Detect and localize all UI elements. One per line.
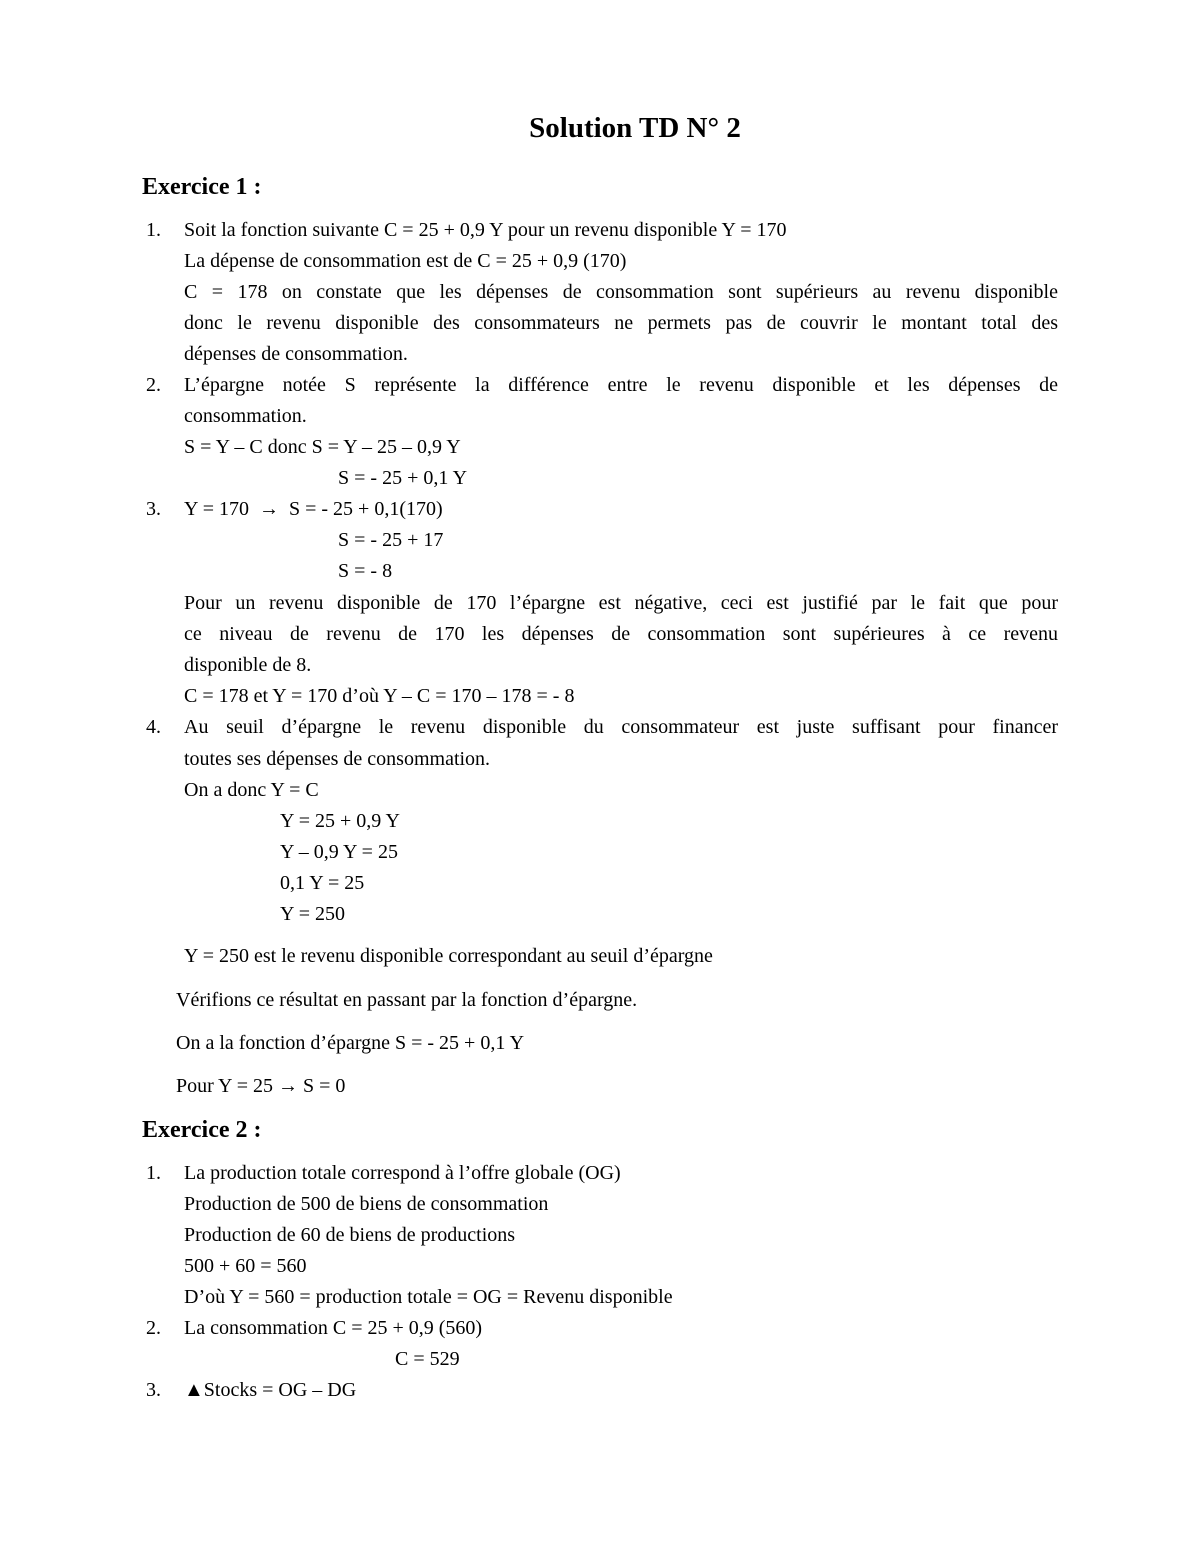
equation-line: C = 178 et Y = 170 d’où Y – C = 170 – 178 = - 8 (184, 685, 575, 707)
text-line: La dépense de consommation est de C = 25 + 0,9 (170) (184, 250, 627, 272)
equation-line: Y – 0,9 Y = 25 (280, 841, 398, 863)
equation-line: S = - 25 + 0,1 Y (338, 467, 468, 489)
equation-line: Y = 170 → S = - 25 + 0,1(170) (184, 498, 443, 520)
exercice-2-heading: Exercice 2 : (142, 1117, 262, 1143)
equation-line: S = Y – C donc S = Y – 25 – 0,9 Y (184, 436, 461, 458)
equation-line: Pour Y = 25 → S = 0 (176, 1075, 346, 1097)
text-line: toutes ses dépenses de consommation. (184, 748, 491, 770)
text-line: On a la fonction d’épargne S = - 25 + 0,1 Y (176, 1032, 525, 1054)
item-number: 1. (146, 219, 161, 241)
text-line: donc le revenu disponible des consommateurs ne permets pas de couvrir le montant total des (184, 312, 1058, 334)
page-title: Solution TD N° 2 (529, 112, 741, 144)
exercice-1-heading: Exercice 1 : (142, 174, 262, 200)
item-number: 3. (146, 498, 161, 520)
equation-line: S = - 25 + 17 (338, 529, 444, 551)
text-line: C = 178 on constate que les dépenses de consommation sont supérieurs au revenu disponible (184, 281, 1058, 303)
item-number: 3. (146, 1379, 161, 1401)
text-line: disponible de 8. (184, 654, 312, 676)
item-number: 2. (146, 1317, 161, 1339)
text-line: La production totale correspond à l’offre globale (OG) (184, 1162, 621, 1184)
text-line: Production de 60 de biens de productions (184, 1224, 516, 1246)
text-line: Soit la fonction suivante C = 25 + 0,9 Y pour un revenu disponible Y = 170 (184, 219, 787, 241)
equation-line: ▲Stocks = OG – DG (184, 1379, 357, 1401)
equation-line: Y = 25 + 0,9 Y (280, 810, 400, 832)
text-line: Y = 250 est le revenu disponible correspondant au seuil d’épargne (184, 945, 713, 967)
item-number: 4. (146, 716, 161, 738)
item-number: 1. (146, 1162, 161, 1184)
equation-line: On a donc Y = C (184, 779, 319, 801)
text-line: Au seuil d’épargne le revenu disponible du consommateur est juste suffisant pour financer (184, 716, 1058, 738)
text-line: consommation. (184, 405, 307, 427)
text-line: dépenses de consommation. (184, 343, 408, 365)
text-line: ce niveau de revenu de 170 les dépenses de consommation sont supérieures à ce revenu (184, 623, 1058, 645)
text-line: L’épargne notée S représente la différence entre le revenu disponible et les dépenses de (184, 374, 1058, 396)
equation-line: 500 + 60 = 560 (184, 1255, 307, 1277)
equation-line: S = - 8 (338, 560, 393, 582)
equation-line: C = 529 (395, 1348, 460, 1370)
equation-line: D’où Y = 560 = production totale = OG = Revenu disponible (184, 1286, 673, 1308)
item-number: 2. (146, 374, 161, 396)
text-line: Vérifions ce résultat en passant par la fonction d’épargne. (176, 989, 638, 1011)
equation-line: La consommation C = 25 + 0,9 (560) (184, 1317, 483, 1339)
equation-line: Y = 250 (280, 903, 345, 925)
equation-line: 0,1 Y = 25 (280, 872, 365, 894)
text-line: Production de 500 de biens de consommation (184, 1193, 549, 1215)
text-line: Pour un revenu disponible de 170 l’épargne est négative, ceci est justifié par le fait que pour (184, 592, 1058, 614)
